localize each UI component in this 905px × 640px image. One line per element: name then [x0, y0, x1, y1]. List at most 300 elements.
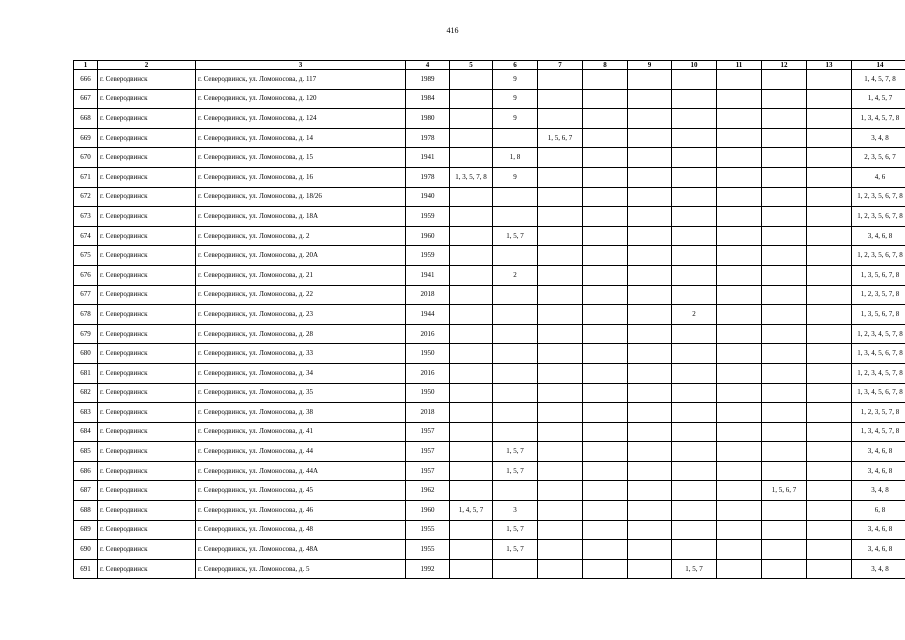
table-body: [74, 70, 905, 579]
table-cell-col-6: [493, 187, 538, 207]
table-cell-col-9: [628, 481, 672, 501]
table-cell-col-2: г. Северодвинск: [98, 501, 196, 521]
table-cell-col-6: [493, 344, 538, 364]
table-row: [74, 383, 905, 403]
table-cell-col-4: 1955: [406, 520, 450, 540]
table-cell-col-9: [628, 363, 672, 383]
table-cell-col-6: [493, 559, 538, 579]
table-cell-col-9: [628, 559, 672, 579]
table-cell-col-3: г. Северодвинск, ул. Ломоносова, д. 35: [196, 383, 406, 403]
table-cell-col-14: 3, 4, 8: [852, 128, 905, 148]
table-row: [74, 70, 905, 90]
table-cell-col-14: 1, 2, 3, 4, 5, 7, 8: [852, 324, 905, 344]
table-cell-col-2: г. Северодвинск: [98, 520, 196, 540]
table-row: [74, 520, 905, 540]
table-cell-col-12: [762, 148, 807, 168]
table-cell-col-12: [762, 305, 807, 325]
table-cell-col-12: [762, 344, 807, 364]
table-cell-col-7: [538, 403, 583, 423]
table-cell-col-5: [450, 187, 493, 207]
table-cell-col-8: [583, 167, 628, 187]
table-cell-col-2: г. Северодвинск: [98, 128, 196, 148]
table-cell-col-2: г. Северодвинск: [98, 109, 196, 129]
table-cell-col-13: [807, 305, 852, 325]
table-cell-col-2: г. Северодвинск: [98, 70, 196, 90]
table-cell-col-10: [672, 501, 717, 521]
table-cell-col-11: [717, 167, 762, 187]
table-row: [74, 403, 905, 423]
table-cell-col-7: [538, 265, 583, 285]
table-cell-col-4: 1941: [406, 148, 450, 168]
table-cell-col-4: 1957: [406, 461, 450, 481]
column-header-1: 1: [74, 61, 98, 70]
table-cell-col-10: [672, 461, 717, 481]
table-cell-col-5: [450, 344, 493, 364]
table-cell-col-12: [762, 89, 807, 109]
table-cell-col-4: 1955: [406, 540, 450, 560]
table-cell-col-8: [583, 442, 628, 462]
column-header-3: 3: [196, 61, 406, 70]
table-cell-col-10: [672, 148, 717, 168]
table-cell-col-1: 687: [74, 481, 98, 501]
table-cell-col-7: [538, 501, 583, 521]
table-cell-col-11: [717, 265, 762, 285]
table-cell-col-7: [538, 226, 583, 246]
column-header-9: 9: [628, 61, 672, 70]
table-cell-col-8: [583, 246, 628, 266]
table-cell-col-2: г. Северодвинск: [98, 559, 196, 579]
table-cell-col-2: г. Северодвинск: [98, 226, 196, 246]
table-cell-col-9: [628, 501, 672, 521]
table-cell-col-8: [583, 109, 628, 129]
table-cell-col-5: [450, 403, 493, 423]
table-cell-col-6: 9: [493, 70, 538, 90]
table-cell-col-9: [628, 265, 672, 285]
table-cell-col-3: г. Северодвинск, ул. Ломоносова, д. 48: [196, 520, 406, 540]
table-cell-col-13: [807, 246, 852, 266]
table-cell-col-11: [717, 559, 762, 579]
table-cell-col-5: [450, 520, 493, 540]
table-cell-col-2: г. Северодвинск: [98, 167, 196, 187]
table-cell-col-14: 3, 4, 8: [852, 559, 905, 579]
table-cell-col-4: 2018: [406, 403, 450, 423]
table-cell-col-13: [807, 344, 852, 364]
table-cell-col-4: 1978: [406, 167, 450, 187]
table-cell-col-9: [628, 344, 672, 364]
table-cell-col-10: [672, 246, 717, 266]
table-cell-col-7: [538, 167, 583, 187]
table-cell-col-7: [538, 520, 583, 540]
table-cell-col-13: [807, 148, 852, 168]
table-cell-col-2: г. Северодвинск: [98, 344, 196, 364]
table-cell-col-11: [717, 540, 762, 560]
table-cell-col-1: 690: [74, 540, 98, 560]
table-cell-col-11: [717, 148, 762, 168]
table-cell-col-1: 677: [74, 285, 98, 305]
table-cell-col-12: [762, 403, 807, 423]
table-cell-col-3: г. Северодвинск, ул. Ломоносова, д. 16: [196, 167, 406, 187]
table-cell-col-9: [628, 207, 672, 227]
table-cell-col-12: [762, 167, 807, 187]
table-cell-col-6: 1, 5, 7: [493, 520, 538, 540]
table-cell-col-14: 1, 3, 4, 5, 6, 7, 8: [852, 383, 905, 403]
table-cell-col-10: [672, 422, 717, 442]
table-cell-col-6: 9: [493, 109, 538, 129]
table-row: [74, 461, 905, 481]
table-cell-col-8: [583, 520, 628, 540]
table-cell-col-13: [807, 187, 852, 207]
table-cell-col-5: [450, 559, 493, 579]
table-cell-col-12: [762, 501, 807, 521]
table-cell-col-9: [628, 383, 672, 403]
table-cell-col-3: г. Северодвинск, ул. Ломоносова, д. 44: [196, 442, 406, 462]
table-cell-col-5: [450, 265, 493, 285]
table-cell-col-7: [538, 148, 583, 168]
column-header-4: 4: [406, 61, 450, 70]
table-cell-col-9: [628, 520, 672, 540]
table-cell-col-13: [807, 324, 852, 344]
table-cell-col-10: [672, 403, 717, 423]
table-cell-col-14: 3, 4, 6, 8: [852, 520, 905, 540]
table-cell-col-1: 681: [74, 363, 98, 383]
table-row: [74, 285, 905, 305]
table-cell-col-8: [583, 344, 628, 364]
table-cell-col-10: [672, 70, 717, 90]
table-cell-col-6: 9: [493, 89, 538, 109]
table-cell-col-10: [672, 128, 717, 148]
table-cell-col-4: 2016: [406, 324, 450, 344]
building-registry-table: [73, 60, 905, 579]
table-cell-col-1: 675: [74, 246, 98, 266]
table-cell-col-13: [807, 89, 852, 109]
table-cell-col-12: [762, 187, 807, 207]
table-cell-col-5: [450, 442, 493, 462]
table-row: [74, 265, 905, 285]
table-cell-col-1: 667: [74, 89, 98, 109]
table-cell-col-7: [538, 559, 583, 579]
table-cell-col-13: [807, 520, 852, 540]
table-cell-col-2: г. Северодвинск: [98, 285, 196, 305]
table-cell-col-1: 684: [74, 422, 98, 442]
table-row: [74, 344, 905, 364]
table-cell-col-2: г. Северодвинск: [98, 540, 196, 560]
table-cell-col-14: 3, 4, 6, 8: [852, 540, 905, 560]
table-cell-col-11: [717, 226, 762, 246]
table-cell-col-8: [583, 70, 628, 90]
table-cell-col-6: 1, 5, 7: [493, 442, 538, 462]
table-cell-col-7: [538, 324, 583, 344]
table-cell-col-7: [538, 70, 583, 90]
table-cell-col-13: [807, 481, 852, 501]
table-cell-col-6: [493, 363, 538, 383]
table-cell-col-14: 3, 4, 6, 8: [852, 442, 905, 462]
table-cell-col-6: [493, 324, 538, 344]
table-cell-col-7: [538, 109, 583, 129]
table-cell-col-5: [450, 461, 493, 481]
table-cell-col-12: [762, 128, 807, 148]
table-cell-col-11: [717, 128, 762, 148]
table-cell-col-4: 1960: [406, 226, 450, 246]
table-cell-col-9: [628, 226, 672, 246]
table-cell-col-12: [762, 70, 807, 90]
table-row: [74, 324, 905, 344]
table-cell-col-5: 1, 3, 5, 7, 8: [450, 167, 493, 187]
table-cell-col-3: г. Северодвинск, ул. Ломоносова, д. 33: [196, 344, 406, 364]
table-cell-col-2: г. Северодвинск: [98, 265, 196, 285]
table-cell-col-5: [450, 422, 493, 442]
table-cell-col-3: г. Северодвинск, ул. Ломоносова, д. 5: [196, 559, 406, 579]
table-cell-col-8: [583, 128, 628, 148]
table-cell-col-3: г. Северодвинск, ул. Ломоносова, д. 46: [196, 501, 406, 521]
table-cell-col-13: [807, 128, 852, 148]
table-cell-col-9: [628, 285, 672, 305]
table-cell-col-13: [807, 403, 852, 423]
table-cell-col-14: 1, 4, 5, 7: [852, 89, 905, 109]
table-cell-col-8: [583, 559, 628, 579]
table-cell-col-13: [807, 285, 852, 305]
table-cell-col-10: [672, 344, 717, 364]
table-cell-col-3: г. Северодвинск, ул. Ломоносова, д. 20А: [196, 246, 406, 266]
table-cell-col-7: [538, 461, 583, 481]
table-cell-col-2: г. Северодвинск: [98, 148, 196, 168]
table-cell-col-10: [672, 265, 717, 285]
table-cell-col-6: [493, 481, 538, 501]
table-cell-col-10: [672, 442, 717, 462]
table-cell-col-13: [807, 461, 852, 481]
table-cell-col-10: [672, 383, 717, 403]
table-cell-col-5: [450, 246, 493, 266]
table-cell-col-14: 1, 3, 4, 5, 7, 8: [852, 109, 905, 129]
table-cell-col-8: [583, 461, 628, 481]
table-cell-col-4: 1978: [406, 128, 450, 148]
table-cell-col-14: 1, 3, 4, 5, 6, 7, 8: [852, 344, 905, 364]
table-cell-col-11: [717, 324, 762, 344]
table-cell-col-2: г. Северодвинск: [98, 481, 196, 501]
table-cell-col-12: [762, 265, 807, 285]
table-cell-col-1: 682: [74, 383, 98, 403]
table-cell-col-8: [583, 481, 628, 501]
table-cell-col-13: [807, 109, 852, 129]
table-cell-col-9: [628, 148, 672, 168]
table-cell-col-3: г. Северодвинск, ул. Ломоносова, д. 14: [196, 128, 406, 148]
table-cell-col-11: [717, 246, 762, 266]
table-cell-col-7: [538, 207, 583, 227]
table-cell-col-4: 1950: [406, 344, 450, 364]
table-cell-col-6: 1, 5, 7: [493, 461, 538, 481]
table-cell-col-9: [628, 128, 672, 148]
table-cell-col-14: 1, 2, 3, 5, 7, 8: [852, 285, 905, 305]
table-cell-col-10: [672, 226, 717, 246]
table-cell-col-2: г. Северодвинск: [98, 383, 196, 403]
table-cell-col-3: г. Северодвинск, ул. Ломоносова, д. 21: [196, 265, 406, 285]
table-cell-col-7: [538, 481, 583, 501]
table-cell-col-13: [807, 559, 852, 579]
table-cell-col-8: [583, 540, 628, 560]
table-cell-col-6: [493, 285, 538, 305]
table-cell-col-13: [807, 167, 852, 187]
table-cell-col-7: [538, 344, 583, 364]
table-cell-col-8: [583, 148, 628, 168]
table-cell-col-3: г. Северодвинск, ул. Ломоносова, д. 28: [196, 324, 406, 344]
table-cell-col-9: [628, 246, 672, 266]
table-cell-col-7: [538, 246, 583, 266]
table-cell-col-1: 671: [74, 167, 98, 187]
column-header-12: 12: [762, 61, 807, 70]
table-cell-col-8: [583, 305, 628, 325]
table-cell-col-12: [762, 226, 807, 246]
table-cell-col-13: [807, 226, 852, 246]
table-row: [74, 422, 905, 442]
table-cell-col-8: [583, 285, 628, 305]
table-cell-col-1: 691: [74, 559, 98, 579]
table-cell-col-9: [628, 324, 672, 344]
table-cell-col-7: [538, 383, 583, 403]
table-cell-col-4: 2018: [406, 285, 450, 305]
table-cell-col-1: 673: [74, 207, 98, 227]
table-cell-col-3: г. Северодвинск, ул. Ломоносова, д. 15: [196, 148, 406, 168]
table-cell-col-5: [450, 285, 493, 305]
table-cell-col-12: [762, 363, 807, 383]
table-cell-col-2: г. Северодвинск: [98, 89, 196, 109]
table-cell-col-7: [538, 422, 583, 442]
table-cell-col-3: г. Северодвинск, ул. Ломоносова, д. 23: [196, 305, 406, 325]
table-cell-col-14: 3, 4, 8: [852, 481, 905, 501]
table-cell-col-9: [628, 70, 672, 90]
table-cell-col-14: 6, 8: [852, 501, 905, 521]
table-cell-col-4: 1940: [406, 187, 450, 207]
table-cell-col-10: 1, 5, 7: [672, 559, 717, 579]
table-cell-col-2: г. Северодвинск: [98, 461, 196, 481]
table-cell-col-6: [493, 422, 538, 442]
table-cell-col-12: [762, 442, 807, 462]
table-cell-col-1: 683: [74, 403, 98, 423]
table-cell-col-1: 688: [74, 501, 98, 521]
table-cell-col-10: [672, 324, 717, 344]
table-cell-col-5: [450, 540, 493, 560]
table-cell-col-6: [493, 383, 538, 403]
table-cell-col-8: [583, 207, 628, 227]
table-cell-col-2: г. Северодвинск: [98, 363, 196, 383]
table-cell-col-11: [717, 461, 762, 481]
table-cell-col-4: 1962: [406, 481, 450, 501]
table-cell-col-13: [807, 363, 852, 383]
table-cell-col-1: 679: [74, 324, 98, 344]
table-cell-col-13: [807, 383, 852, 403]
table-cell-col-1: 680: [74, 344, 98, 364]
table-cell-col-4: 1950: [406, 383, 450, 403]
table-cell-col-12: [762, 207, 807, 227]
table-cell-col-14: 1, 2, 3, 5, 6, 7, 8: [852, 246, 905, 266]
table-cell-col-6: [493, 246, 538, 266]
table-cell-col-1: 666: [74, 70, 98, 90]
table-cell-col-9: [628, 403, 672, 423]
table-cell-col-2: г. Северодвинск: [98, 187, 196, 207]
table-cell-col-5: [450, 363, 493, 383]
table-cell-col-5: 1, 4, 5, 7: [450, 501, 493, 521]
table-cell-col-10: [672, 481, 717, 501]
column-header-5: 5: [450, 61, 493, 70]
table-cell-col-1: 669: [74, 128, 98, 148]
table-cell-col-11: [717, 109, 762, 129]
table-cell-col-3: г. Северодвинск, ул. Ломоносова, д. 44А: [196, 461, 406, 481]
table-cell-col-11: [717, 442, 762, 462]
table-row: [74, 305, 905, 325]
table-cell-col-5: [450, 324, 493, 344]
table-cell-col-1: 676: [74, 265, 98, 285]
table-cell-col-1: 686: [74, 461, 98, 481]
table-cell-col-5: [450, 226, 493, 246]
table-cell-col-10: [672, 109, 717, 129]
table-cell-col-1: 670: [74, 148, 98, 168]
table-cell-col-10: [672, 520, 717, 540]
table-row: [74, 187, 905, 207]
table-row: [74, 109, 905, 129]
table-cell-col-9: [628, 109, 672, 129]
table-cell-col-3: г. Северодвинск, ул. Ломоносова, д. 22: [196, 285, 406, 305]
table-row: [74, 207, 905, 227]
table-cell-col-14: 1, 2, 3, 5, 7, 8: [852, 403, 905, 423]
column-header-8: 8: [583, 61, 628, 70]
table-cell-col-14: 1, 2, 3, 5, 6, 7, 8: [852, 207, 905, 227]
table-cell-col-12: [762, 285, 807, 305]
table-row: [74, 363, 905, 383]
table-cell-col-4: 1984: [406, 89, 450, 109]
table-cell-col-8: [583, 226, 628, 246]
table-cell-col-14: 1, 3, 4, 5, 7, 8: [852, 422, 905, 442]
table-cell-col-6: 1, 8: [493, 148, 538, 168]
table-cell-col-7: [538, 540, 583, 560]
table-cell-col-9: [628, 187, 672, 207]
table-cell-col-10: [672, 285, 717, 305]
table-cell-col-3: г. Северодвинск, ул. Ломоносова, д. 18А: [196, 207, 406, 227]
table-row: [74, 167, 905, 187]
table-cell-col-4: 1989: [406, 70, 450, 90]
table-cell-col-9: [628, 89, 672, 109]
table-cell-col-7: [538, 89, 583, 109]
column-header-11: 11: [717, 61, 762, 70]
column-header-14: 14: [852, 61, 905, 70]
column-header-13: 13: [807, 61, 852, 70]
table-cell-col-8: [583, 422, 628, 442]
table-row: [74, 246, 905, 266]
table-cell-col-6: 1, 5, 7: [493, 540, 538, 560]
table-cell-col-13: [807, 540, 852, 560]
table-cell-col-12: [762, 109, 807, 129]
table-cell-col-3: г. Северодвинск, ул. Ломоносова, д. 34: [196, 363, 406, 383]
table-cell-col-2: г. Северодвинск: [98, 207, 196, 227]
table-cell-col-8: [583, 265, 628, 285]
table-cell-col-12: [762, 520, 807, 540]
page-number: 416: [446, 26, 459, 35]
table-cell-col-6: 9: [493, 167, 538, 187]
table-cell-col-11: [717, 344, 762, 364]
table-cell-col-12: [762, 246, 807, 266]
table-cell-col-1: 678: [74, 305, 98, 325]
table-cell-col-2: г. Северодвинск: [98, 305, 196, 325]
table-cell-col-3: г. Северодвинск, ул. Ломоносова, д. 2: [196, 226, 406, 246]
table-cell-col-8: [583, 89, 628, 109]
table-row: [74, 148, 905, 168]
table-cell-col-12: 1, 5, 6, 7: [762, 481, 807, 501]
table-cell-col-12: [762, 383, 807, 403]
table-cell-col-5: [450, 109, 493, 129]
table-cell-col-11: [717, 422, 762, 442]
table-cell-col-5: [450, 383, 493, 403]
table-cell-col-7: 1, 5, 6, 7: [538, 128, 583, 148]
table-cell-col-12: [762, 559, 807, 579]
table-cell-col-3: г. Северодвинск, ул. Ломоносова, д. 41: [196, 422, 406, 442]
table-cell-col-5: [450, 207, 493, 227]
